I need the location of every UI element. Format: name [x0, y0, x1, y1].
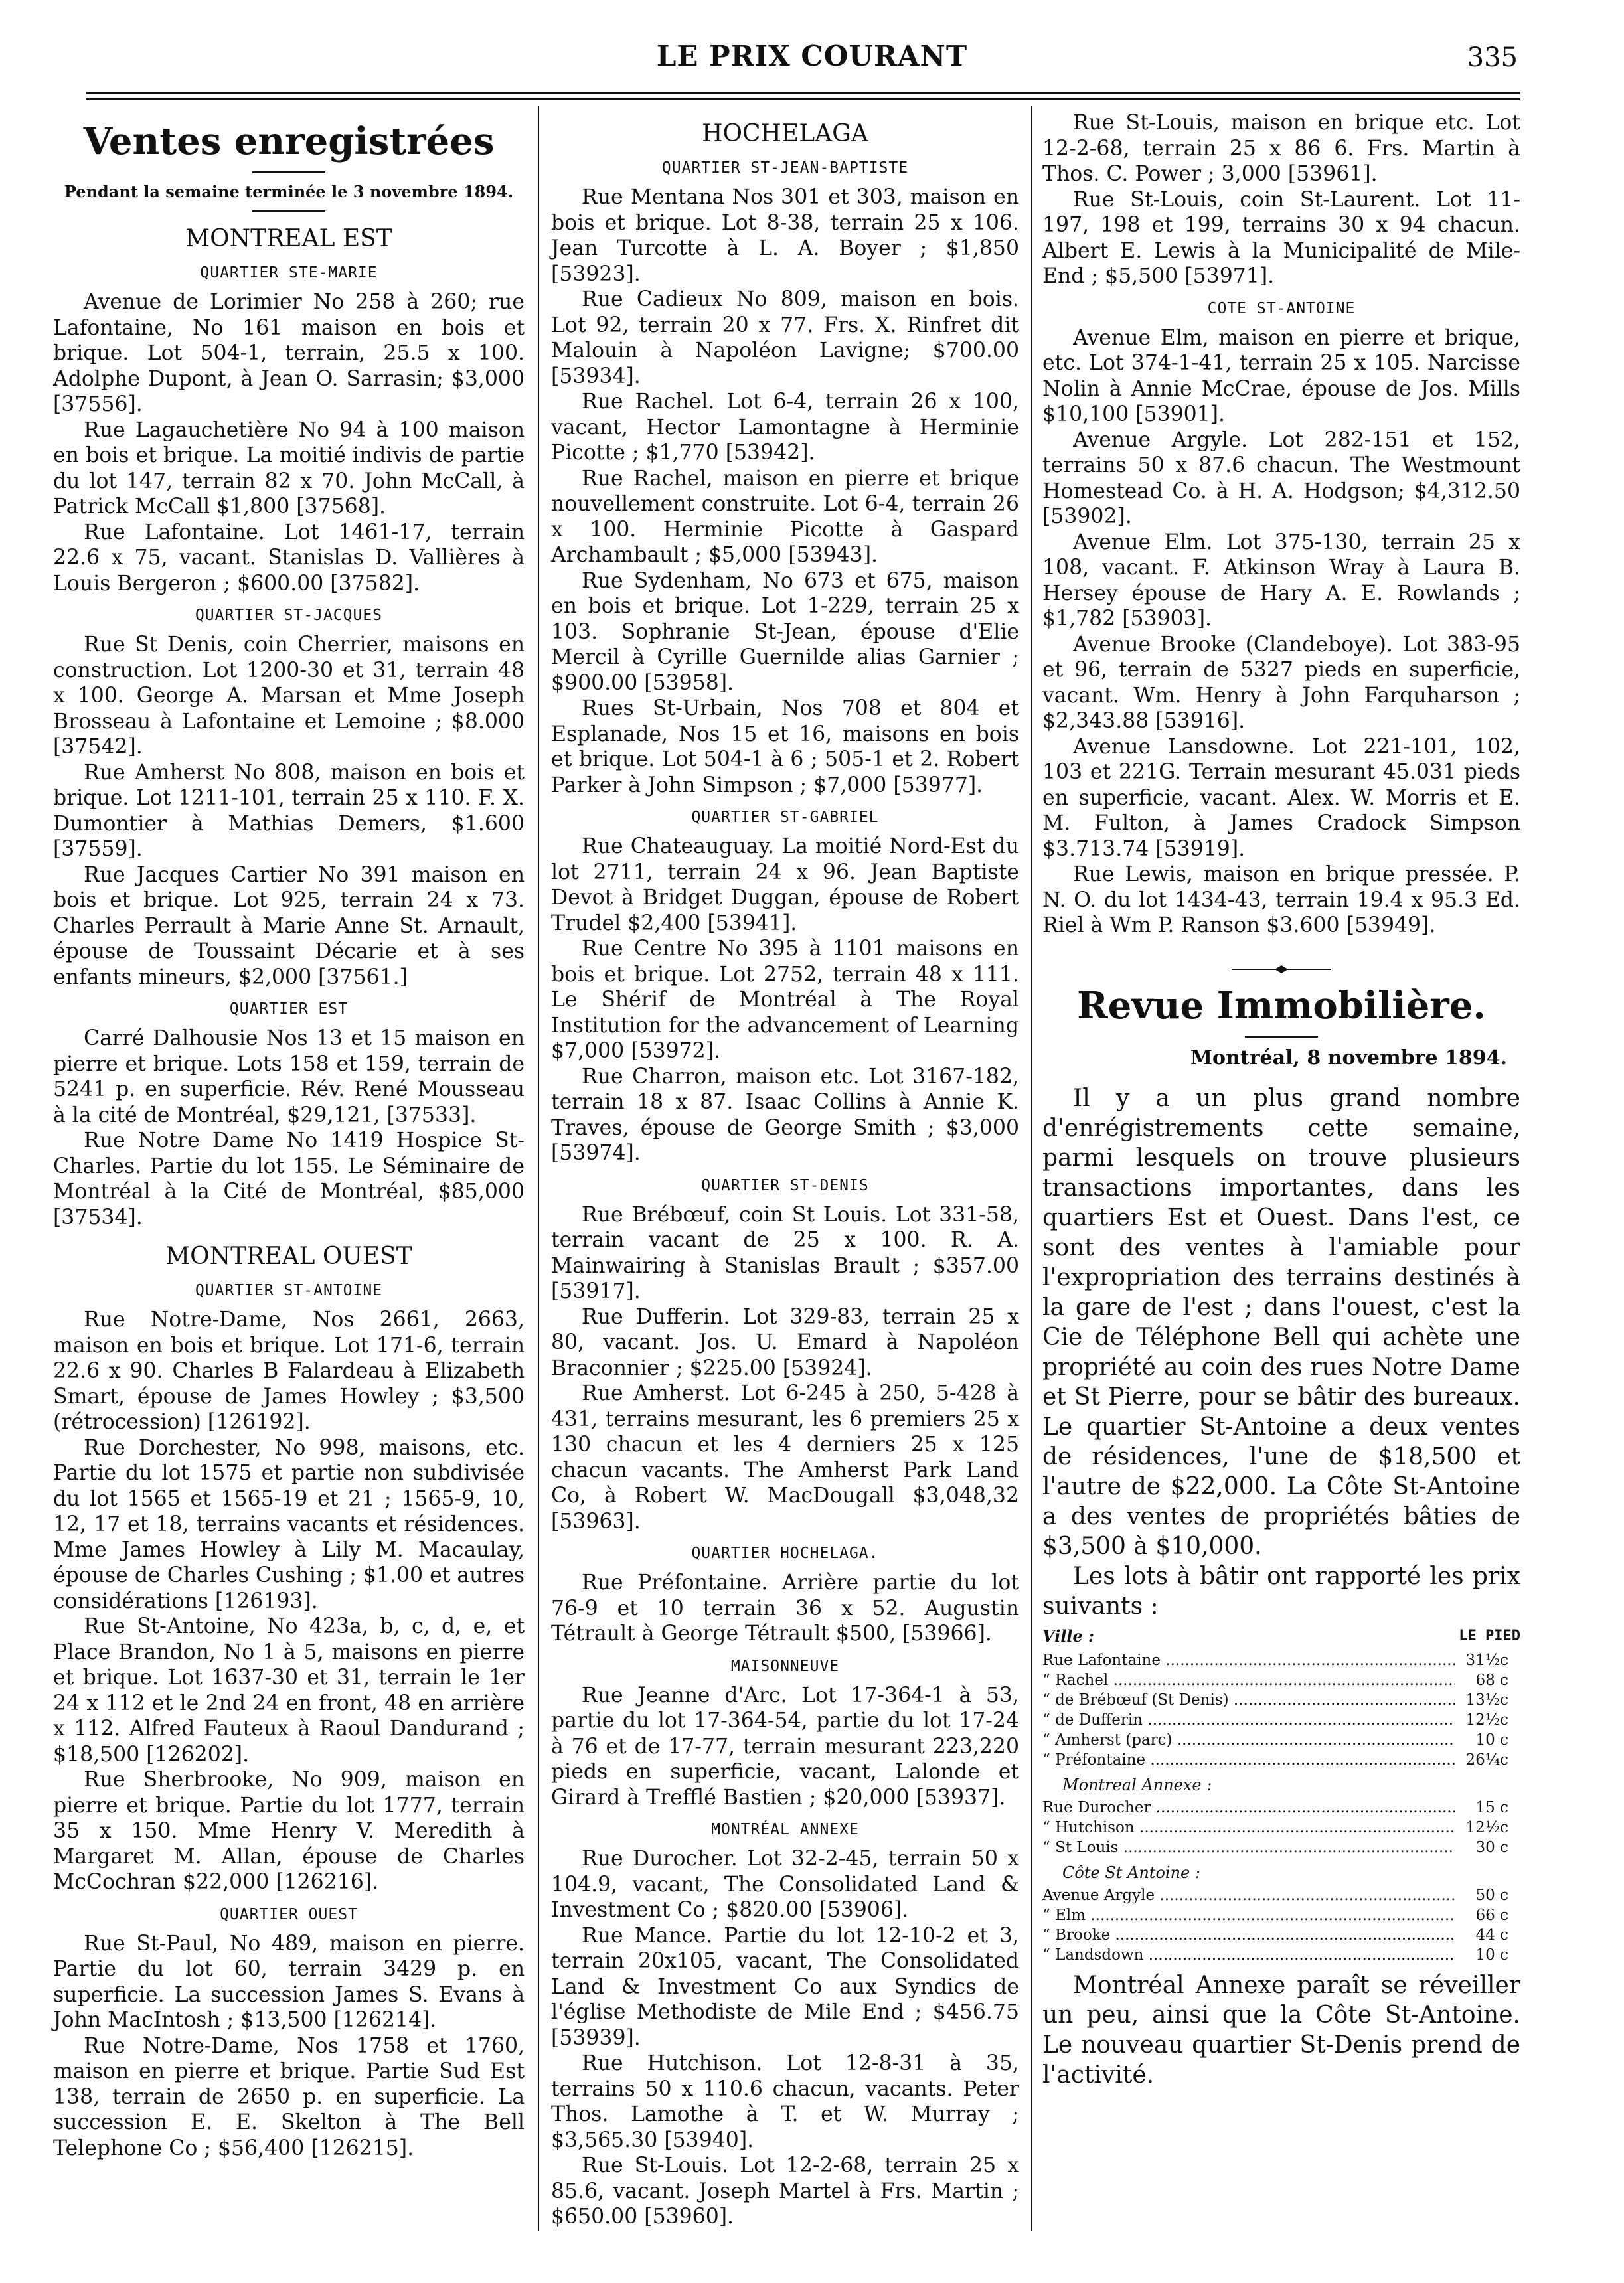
sale-entry: Rue Rachel. Lot 6-4, terrain 26 x 100, vacant, Hector Lamontagne à Herminie Picotte ; $1,770 [53942]. [551, 390, 1019, 465]
quarter-heading: QUARTIER ST-JACQUES [195, 607, 383, 624]
price-row [1042, 1885, 1520, 1905]
table-head-ville: Ville : [1042, 1626, 1095, 1646]
price-per-foot: 12½c [1455, 1818, 1520, 1838]
heading-montreal-ouest: MONTREAL OUEST [165, 1243, 412, 1270]
sale-entry: Rue Rachel, maison en pierre et brique nouvellement construite. Lot 6-4, terrain 26 x 100. Herminie Picotte à Gaspard Archambault ; $5,000 [53943]. [551, 466, 1019, 567]
price-per-foot: 66 c [1455, 1905, 1520, 1925]
sale-entry: Rue Cadieux No 809, maison en bois. Lot 92, terrain 20 x 77. Frs. X. Rinfret dit Malouin à Napoléon Lavigne; $700.00 [53934]. [551, 287, 1019, 388]
price-per-foot: 68 c [1455, 1670, 1520, 1690]
price-row [1042, 1798, 1520, 1818]
street-name: “ Landsdown ..... [1042, 1945, 1455, 1965]
subtitle-rule [252, 210, 325, 212]
cote-rows [1042, 1885, 1520, 1965]
quarter-heading: QUARTIER ST-ANTOINE [195, 1282, 383, 1299]
quarter-heading: QUARTIER ST-GABRIEL [691, 809, 879, 826]
sale-entry: Rue Hutchison. Lot 12-8-31 à 35, terrains 50 x 110.6 chacun, vacants. Peter Thos. Lamothe à T. et W. Murray ; $3,565.30 [53940]. [551, 2051, 1019, 2152]
price-row [1042, 1818, 1520, 1838]
price-row [1042, 1838, 1520, 1857]
sale-entry: Rue Mance. Partie du lot 12-10-2 et 3, terrain 20x105, vacant, The Consolidated Land & Investment Co aux Syndics de l'église Methodiste de Mile End ; $456.75 [53939]. [551, 1923, 1019, 2050]
quarter-heading: QUARTIER EST [229, 1000, 349, 1018]
price-per-foot: 31½c [1455, 1650, 1520, 1670]
sale-entry: Avenue Brooke (Clandeboye). Lot 383-95 et 96, terrain de 5327 pieds en superficie, vacant. Wm. Henry à John Farquharson ; $2,343.88 [53916]. [1042, 632, 1520, 733]
sale-entry: Rue Chateauguay. La moitié Nord-Est du lot 2711, terrain 24 x 96. Jean Baptiste Devot à Bridget Duggan, épouse de Robert Trudel $2,400 [53941]. [551, 834, 1019, 935]
price-per-foot: 26¼c [1455, 1750, 1520, 1770]
price-per-foot: 10 c [1455, 1730, 1520, 1750]
sale-entry: Rue St-Louis, maison en brique etc. Lot 12-2-68, terrain 25 x 86 6. Frs. Martin à Thos. C. Power ; 3,000 [53961]. [1042, 111, 1520, 186]
price-row [1042, 1650, 1520, 1670]
revue-paragraph: Montréal Annexe paraît se réveiller un peu, ainsi que la Côte St-Antoine. Le nouveau quartier St-Denis prend de l'activité. [1042, 1971, 1520, 2088]
column-divider-2 [1031, 106, 1032, 2231]
sale-entry: Rue St-Antoine, No 423a, b, c, d, e, et Place Brandon, No 1 à 5, maisons en pierre et brique. Lot 1637-30 et 31, terrain le 1er 24 x 112 et le 2nd 24 en front, 48 en arrière x 112. Alfred Fauteux à Raoul Dandurand ; $18,500 [126202]. [53, 1614, 525, 1767]
heading-montreal-est: MONTREAL EST [185, 225, 392, 252]
page-header [0, 40, 1624, 93]
price-per-foot: 30 c [1455, 1838, 1520, 1857]
price-row [1042, 1945, 1520, 1965]
sale-entry: Rue St-Louis. Lot 12-2-68, terrain 25 x 85.6, vacant. Joseph Martel à Frs. Martin ; $650.00 [53960]. [551, 2154, 1019, 2229]
table-head-unit: LE PIED [1459, 1627, 1520, 1644]
price-row [1042, 1925, 1520, 1945]
header-rule-bottom [86, 98, 1520, 100]
price-row [1042, 1710, 1520, 1730]
price-per-foot: 44 c [1455, 1925, 1520, 1945]
sale-entry: Rue Sydenham, No 673 et 675, maison en bois et brique. Lot 1-229, terrain 25 x 103. Sophranie St-Jean, épouse d'Elie Mercil à Cyrille Guernilde alias Garnier ; $900.00 [53958]. [551, 568, 1019, 695]
ornament-divider [1042, 956, 1520, 982]
quarter-heading: QUARTIER ST-JEAN-BAPTISTE [661, 159, 909, 177]
sale-entry: Avenue de Lorimier No 258 à 260; rue Lafontaine, No 161 maison en bois et brique. Lot 504-1, terrain, 25.5 x 100. Adolphe Dupont, à Jean O. Sarrasin; $3,000 [37556]. [53, 290, 525, 416]
price-row [1042, 1670, 1520, 1690]
price-row [1042, 1690, 1520, 1710]
street-name: “ de Dufferin ..... [1042, 1710, 1455, 1730]
sale-entry: Carré Dalhousie Nos 13 et 15 maison en pierre et brique. Lots 158 et 159, terrain de 5241 p. en superficie. Rév. René Mousseau à la cité de Montréal, $29,121, [37533]. [53, 1026, 525, 1127]
quarter-heading: COTE ST-ANTOINE [1207, 299, 1356, 317]
street-name: “ Amherst (parc) ..... [1042, 1730, 1455, 1750]
price-per-foot: 50 c [1455, 1885, 1520, 1905]
revue-paragraph: Les lots à bâtir ont rapporté les prix suivants : [1042, 1562, 1520, 1620]
sale-entry: Rue Amherst. Lot 6-245 à 250, 5-428 à 431, terrains mesurant, les 6 premiers 25 x 130 chacun et les 4 derniers 25 x 125 chacun vacants. The Amherst Park Land Co, à Robert W. MacDougall $3,048,32 [53963]. [551, 1381, 1019, 1534]
sale-entry: Rue Mentana Nos 301 et 303, maison en bois et brique. Lot 8-38, terrain 25 x 106. Jean Turcotte à L. A. Boyer ; $1,850 [53923]. [551, 185, 1019, 286]
title-rule [252, 171, 325, 173]
sale-entry: Rue Centre No 395 à 1101 maisons en bois et brique. Lot 2752, terrain 48 x 111. Le Shérif de Montréal à The Royal Institution for the advancement of Learning $7,000 [53972]. [551, 937, 1019, 1063]
sale-entry: Rue St-Louis, coin St-Laurent. Lot 11-197, 198 et 199, terrains 30 x 94 chacun. Albert E. Lewis à la Municipalité de Mile-End ; $5,500 [53971]. [1042, 187, 1520, 288]
annexe-rows [1042, 1798, 1520, 1857]
revue-paragraph: Il y a un plus grand nombre d'enrégistrements cette semaine, parmi lesquels on trouve plusieurs transactions importantes, dans les quartiers Est et Ouest. Dans l'est, ce sont des ventes à l'amiable pour l'expropriation des terrains destinés à la gare de l'est ; dans l'ouest, c'est la Cie de Téléphone Bell qui achète une propriété au coin des rues Notre Dame et St Pierre, pour se bâtir des bureaux. Le quartier St-Antoine a deux ventes de résidences, l'une de $18,500 et l'autre de $22,000. La Côte St-Antoine a des ventes de propriétés bâties de $3,500 à $10,000. [1042, 1084, 1520, 1560]
column-3 [1042, 106, 1520, 2090]
sale-entry: Rue Notre-Dame, Nos 1758 et 1760, maison en pierre et brique. Partie Sud Est 138, terrain de 2650 p. en superficie. La succession E. E. Skelton à The Bell Telephone Co ; $56,400 [126215]. [53, 2033, 525, 2160]
sale-entry: Rue Préfontaine. Arrière partie du lot 76-9 et 10 terrain 36 x 52. Augustin Tétrault à George Tétrault $500, [53966]. [551, 1571, 1019, 1646]
street-name: “ St Louis ..... [1042, 1838, 1455, 1857]
street-name: Rue Lafontaine ..... [1042, 1650, 1455, 1670]
street-name: Rue Durocher ..... [1042, 1798, 1455, 1818]
group-cote-st-antoine: Côte St Antoine : [1062, 1863, 1200, 1882]
sale-entry: Avenue Argyle. Lot 282-151 et 152, terrains 50 x 87.6 chacun. The Westmount Homestead Co. à H. A. Hodgson; $4,312.50 [53902]. [1042, 428, 1520, 528]
revue-body [1042, 1083, 1520, 1621]
sale-entry: Rue Sherbrooke, No 909, maison en pierre et brique. Partie du lot 1777, terrain 35 x 150. Mme Henry V. Meredith à Margaret M. Allan, épouse de Charles McCochran $22,000 [126216]. [53, 1768, 525, 1894]
street-name: “ Brooke ..... [1042, 1925, 1455, 1945]
sale-entry: Rue Lewis, maison en brique pressée. P. N. O. du lot 1434-43, terrain 19.4 x 95.3 Ed. Riel à Wm P. Ranson $3.600 [53949]. [1042, 862, 1520, 937]
quarter-heading: QUARTIER OUEST [220, 1905, 358, 1923]
price-per-foot: 12½c [1455, 1710, 1520, 1730]
sale-entry: Rue Brébœuf, coin St Louis. Lot 331-58, terrain vacant de 25 x 100. R. A. Mainwairing à Stanislas Brault ; $357.00 [53917]. [551, 1202, 1019, 1303]
ornament-icon [1232, 964, 1331, 975]
sale-entry: Rues St-Urbain, Nos 708 et 804 et Esplanade, Nos 15 et 16, maisons en bois et brique. Lot 504-1 à 6 ; 505-1 et 2. Robert Parker à John Simpson ; $7,000 [53977]. [551, 696, 1019, 797]
sale-entry: Avenue Elm, maison en pierre et brique, etc. Lot 374-1-41, terrain 25 x 105. Narcisse Nolin à Annie McCrae, épouse de Jos. Mills $10,100 [53901]. [1042, 325, 1520, 426]
column-1 [53, 106, 525, 2161]
sale-entry: Avenue Elm. Lot 375-130, terrain 25 x 108, vacant. F. Atkinson Wray à Laura B. Hersey épouse de Hary A. E. Rowlands ; $1,782 [53903]. [1042, 530, 1520, 631]
sale-entry: Rue St Denis, coin Cherrier, maisons en construction. Lot 1200-30 et 31, terrain 48 x 100. George A. Marsan et Mme Joseph Brosseau à Lafontaine et Lemoine ; $8.000 [37542]. [53, 633, 525, 759]
sale-entry: Rue Notre-Dame, Nos 2661, 2663, maison en bois et brique. Lot 171-6, terrain 22.6 x 90. Charles B Falardeau à Elizabeth Smart, épouse de James Howley ; $3,500 (rétrocession) [126192]. [53, 1308, 525, 1434]
ville-rows [1042, 1650, 1520, 1770]
price-table-header [1042, 1626, 1520, 1646]
sale-entry: Rue Durocher. Lot 32-2-45, terrain 50 x 104.9, vacant, The Consolidated Land & Investment Co ; $820.00 [53906]. [551, 1847, 1019, 1922]
column-2 [551, 106, 1019, 2230]
sale-entry: Rue Jacques Cartier No 391 maison en bois et brique. Lot 925, terrain 24 x 73. Charles Perrault à Marie Anne St. Arnault, épouse de Toussaint Décarie et à ses enfants mineurs, $2,000 [37561.] [53, 862, 525, 989]
section-title-ventes: Ventes enregistrées [83, 119, 495, 163]
street-name: “ Préfontaine ..... [1042, 1750, 1455, 1770]
sale-entry: Rue Dorchester, No 998, maisons, etc. Partie du lot 1575 et partie non subdivisée du lot 1565 et 1565-19 et 21 ; 1565-9, 10, 12, 17 et 18, terrains vacants et résidences. Mme James Howley à Lily M. Macaulay, épouse de Charles Cushing ; $1.00 et autres considérations [126193]. [53, 1435, 525, 1613]
quarter-heading: MONTRÉAL ANNEXE [711, 1821, 859, 1838]
sale-entry: Rue Lagauchetière No 94 à 100 maison en bois et brique. La moitié indivis de partie du lot 147, terrain 82 x 70. John McCall, à Patrick McCall $1,800 [37568]. [53, 418, 525, 518]
revue-date: Montréal, 8 novembre 1894. [1190, 1046, 1507, 1069]
price-row [1042, 1750, 1520, 1770]
quarter-heading: QUARTIER HOCHELAGA. [691, 1545, 879, 1562]
revue-title: Revue Immobilière. [1077, 984, 1486, 1028]
sale-entry: Rue Amherst No 808, maison en bois et brique. Lot 1211-101, terrain 25 x 110. F. X. Dumontier à Mathias Demers, $1.600 [37559]. [53, 760, 525, 861]
street-name: Avenue Argyle ..... [1042, 1885, 1455, 1905]
journal-title: LE PRIX COURANT [656, 40, 968, 72]
revue-rule [1245, 1036, 1318, 1038]
price-per-foot: 15 c [1455, 1798, 1520, 1818]
sale-entry: Rue Lafontaine. Lot 1461-17, terrain 22.6 x 75, vacant. Stanislas D. Vallières à Louis Bergeron ; $600.00 [37582]. [53, 520, 525, 595]
header-rule-top [86, 92, 1520, 94]
sale-entry: Rue St-Paul, No 489, maison en pierre. Partie du lot 60, terrain 3429 p. en superficie. La succession James S. Evans à John MacIntosh ; $13,500 [126214]. [53, 1931, 525, 2032]
page-number: 335 [1467, 42, 1518, 73]
revue-closing [1042, 1970, 1520, 2090]
sale-entry: Rue Charron, maison etc. Lot 3167-182, terrain 18 x 87. Isaac Collins à Annie K. Traves, épouse de George Smith ; $3,000 [53974]. [551, 1064, 1019, 1165]
price-table [1042, 1626, 1520, 1965]
sale-entry: Rue Dufferin. Lot 329-83, terrain 25 x 80, vacant. Jos. U. Emard à Napoléon Braconnier ; $225.00 [53924]. [551, 1304, 1019, 1380]
price-per-foot: 10 c [1455, 1945, 1520, 1965]
group-montreal-annexe: Montreal Annexe : [1062, 1775, 1212, 1794]
street-name: “ de Brébœuf (St Denis) ..... [1042, 1690, 1455, 1710]
price-row [1042, 1730, 1520, 1750]
week-subtitle: Pendant la semaine terminée le 3 novembre 1894. [64, 182, 514, 201]
street-name: “ Hutchison ..... [1042, 1818, 1455, 1838]
heading-hochelaga: HOCHELAGA [702, 120, 868, 147]
street-name: “ Elm ..... [1042, 1905, 1455, 1925]
sale-entry: Rue Notre Dame No 1419 Hospice St-Charles. Partie du lot 155. Le Séminaire de Montréal à la Cité de Montréal, $85,000 [37534]. [53, 1129, 525, 1229]
quarter-heading: MAISONNEUVE [730, 1657, 840, 1675]
quarter-heading: QUARTIER STE-MARIE [200, 264, 378, 281]
price-per-foot: 13½c [1455, 1690, 1520, 1710]
price-row [1042, 1905, 1520, 1925]
column-divider-1 [538, 106, 539, 2231]
quarter-heading: QUARTIER ST-DENIS [701, 1176, 869, 1194]
sale-entry: Rue Jeanne d'Arc. Lot 17-364-1 à 53, partie du lot 17-364-54, partie du lot 17-24 à 76 et de 17-77, terrain mesurant 223,220 pieds en superficie, vacant, Lalonde et Girard à Trefflé Bastien ; $20,000 [53937]. [551, 1683, 1019, 1810]
street-name: “ Rachel ..... [1042, 1670, 1455, 1690]
sale-entry: Avenue Lansdowne. Lot 221-101, 102, 103 et 221G. Terrain mesurant 45.031 pieds en superficie, vacant. Alex. W. Morris et E. M. Fulton, à James Cradock Simpson $3.713.74 [53919]. [1042, 734, 1520, 861]
